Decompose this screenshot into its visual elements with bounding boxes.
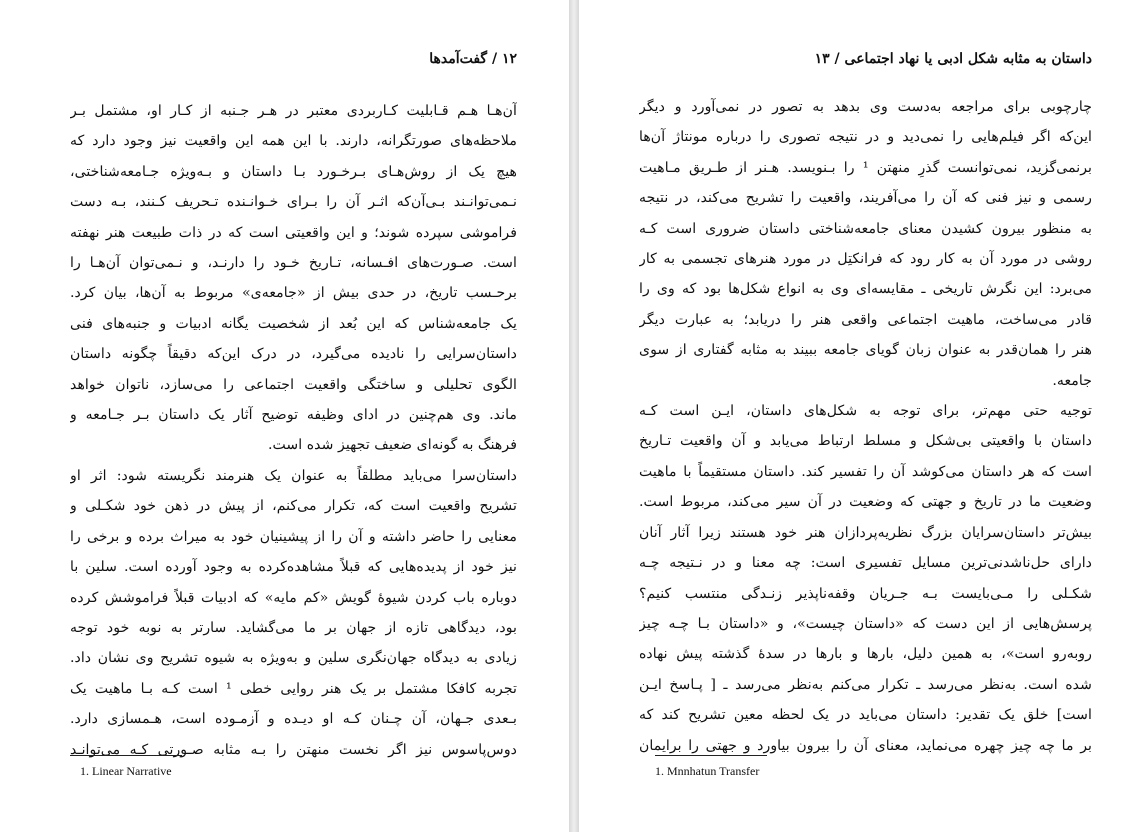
text-line: است که هر داستان می‌کوشد آن را تفسیر کند. داستان مستقیماً با ماهیت [639, 463, 1092, 480]
text-line: بیش‌تر داستان‌سرایان بزرگ نظریه‌پردازان هنر خود هستند زیرا آثار آنان [639, 524, 1092, 541]
text-line: به منظور بیرون کشیدن معنای جامعه‌شناختی داستان ضروری است کـه [639, 220, 1092, 237]
text-line: دوس‌پاسوس نیز اگر نخست منهتن را بـه مثابه صـورتی کـه می‌توانـد [70, 741, 517, 758]
text-line: جامعه. [1052, 372, 1092, 389]
text-line: است. صـورت‌های افـسانه، تـاریخ خـود را دارنـد، و نـمی‌توان آن‌هـا را [70, 255, 517, 272]
text-line: معنایی را حاضر داشته و آن را از پیشینیان خود به میراث برده و برخی را [70, 528, 517, 545]
text-line: هنر را همان‌قدر به عنوان زبان گویای جامعه ببیند به مثابه گفتاری از سوی [639, 342, 1092, 359]
text-line: نـمی‌توانـند بـی‌آن‌که اثـر آن را بـرای خـوانـنده تـحریف کـنند، بـه دست [70, 194, 517, 211]
footnote-divider [70, 755, 182, 756]
footnote: 1. Mnnhatun Transfer [655, 764, 760, 778]
text-line: این‌که اگر فیلم‌هایی را نمی‌دید و در نتیجه تصوری را درباره مونتاژ آن‌ها [639, 129, 1092, 146]
text-line: فراموشی سپرده شوند؛ و این واقعیتی است که در ذات طبیعت هنر نهفته [70, 224, 517, 241]
text-line: دارای حل‌ناشدنی‌ترین مسایل تفسیری است: چه معنا و در نـتیجه چـه [639, 555, 1092, 572]
text-line: ماند. وی هم‌چنین در ادای وظیفه توضیح آثار یک داستان بـر جـامعه و [70, 407, 517, 424]
page-body-text [70, 96, 517, 765]
text-line: یک جامعه‌شناس که این بُعد از شخصیت یگانه ادبیات و جنبه‌های فنی [70, 315, 517, 332]
text-line: آن‌هـا هـم قـابلیت کـاربردی معتبر در هـر جـنبه از کـار او، مشتمل بـر [70, 103, 517, 119]
page-body-text [639, 92, 1092, 761]
right-page [579, 0, 1148, 832]
text-line: شکـلی را مـی‌بایست بـه جـریان وقفه‌ناپذیر زنـدگی منتسب کنیم؟ [639, 585, 1092, 602]
text-line: زیادی به دیدگاه جهان‌نگری سلین و به‌ویژه به شیوه تشریح وی نشان داد. [70, 650, 517, 667]
footnote-divider [655, 755, 767, 756]
text-line: هیچ یک از روش‌هـای بـرخـورد بـا داستان و بـه‌ویژه جـامعه‌شناختی، [70, 163, 517, 180]
text-line: روشی در مورد آن به کار رود که فرانکتِل در مورد هنرهای تجسمی به کار [639, 251, 1092, 268]
text-line: برحـسب تاریخ، در حدی بیش از «جامعه‌ی» مربوط به آن‌ها، بیان کرد. [70, 285, 517, 302]
book-gutter [569, 0, 579, 832]
text-line: فرهنگ به گونه‌ای ضعیف تجهیز شده است. [267, 437, 517, 454]
text-line: شده است. به‌نظر می‌رسد ـ تکرار می‌کنم به‌نظر می‌رسد ـ [ پـاسخ ایـن [639, 676, 1092, 693]
text-line: دوباره باب کردن شیوهٔ گویش «کم مایه» که ادبیات قبلاً فراموشش کرده [70, 589, 517, 606]
text-line: ملاحظه‌های صورتگرانه، دارند. با این همه این واقعیت نیز وجود دارد که [70, 133, 517, 150]
text-line: الگوی تحلیلی و ساختگی واقعیت اجتماعی را می‌سازد، ناتوان خواهد [70, 376, 517, 393]
text-line: روبه‌رو است»، به همین دلیل، بارها و بارها در سدهٔ گذشته پیش نهاده [639, 646, 1092, 663]
text-line: رسمی و نیز فنی که آن را می‌آفریند، واقعیت را تشریح می‌کند، در نتیجه [639, 190, 1092, 207]
text-line: نیز خود از پدیده‌هایی که قبلاً مشاهده‌کرده به وجود آورده است. سلین با [70, 559, 517, 576]
text-line: قادر می‌ساخت، ماهیت اجتماعی واقعی هنر را دریابد؛ به عبارت دیگر [639, 311, 1092, 328]
text-line: پرسش‌هایی از این دست که «داستان چیست»، و «داستان بـا چـه چیز [639, 615, 1092, 632]
text-line: وضعیت ما در تاریخ و جهتی که وضعیت در آن سیر می‌کند، مربوط است. [639, 494, 1092, 511]
text-line: تجربه کافکا مشتمل بر یک هنر روایی خطی ¹ است کـه بـا ماهیت یک [70, 680, 517, 697]
text-line: بر ما چه چیز چهره می‌نماید، معنای آن را بیرون بیاورد و جهتی را برایمان [639, 737, 1092, 754]
text-line: داستان با واقعیتی بی‌شکل و مسلط ارتباط می‌یابد و آن واقعیت تـاریخ [639, 433, 1092, 450]
text-line: توجیه حتی مهم‌تر، برای توجه به شکل‌های داستان، ایـن است کـه [639, 403, 1092, 420]
text-line: است] خلق یک تقدیر: داستان می‌باید در یک لحظه معین تشریح کند که [639, 707, 1092, 724]
text-line: داستان‌سرا می‌باید مطلقاً به عنوان یک هنرمند نگریسته شود: اثر او [70, 467, 517, 484]
text-line: بود، دیدگاهی تازه از جهان بر ما می‌گشاید. سارتر به نوبه خود توجه [70, 619, 517, 636]
text-line: تشریح واقعیت است که، تکرار می‌کنم، از پیش در ذهن خود شکـلی و [70, 498, 517, 515]
page-header: داستان به مثابه شکل ادبی یا نهاد اجتماعی / ۱۳ [814, 51, 1092, 67]
left-page [0, 0, 569, 832]
text-line: بـعدی جـهان، آن چـنان کـه او دیـده و آزمـوده است، هـمسازی دارد. [70, 711, 517, 728]
text-line: چارچوبی برای مراجعه به‌دست وی بدهد به تصور در نمی‌آورد و دیگر [639, 99, 1092, 115]
text-line: می‌برد: این نگرش تاریخی ـ مقایسه‌ای وی به انواع شکل‌ها بود که وی را [639, 281, 1092, 298]
footnote: 1. Linear Narrative [80, 764, 172, 778]
page-header: ۱۲ / گفت‌آمدها [429, 51, 517, 67]
text-line: برنمی‌گزید، نمی‌توانست گذرِ منهتن ¹ را بـنویسد. هـنر از طـریق مـاهیت [639, 159, 1092, 176]
text-line: داستان‌سرایی را نادیده می‌گیرد، در درک این‌که دقیقاً چگونه داستان [70, 346, 517, 363]
